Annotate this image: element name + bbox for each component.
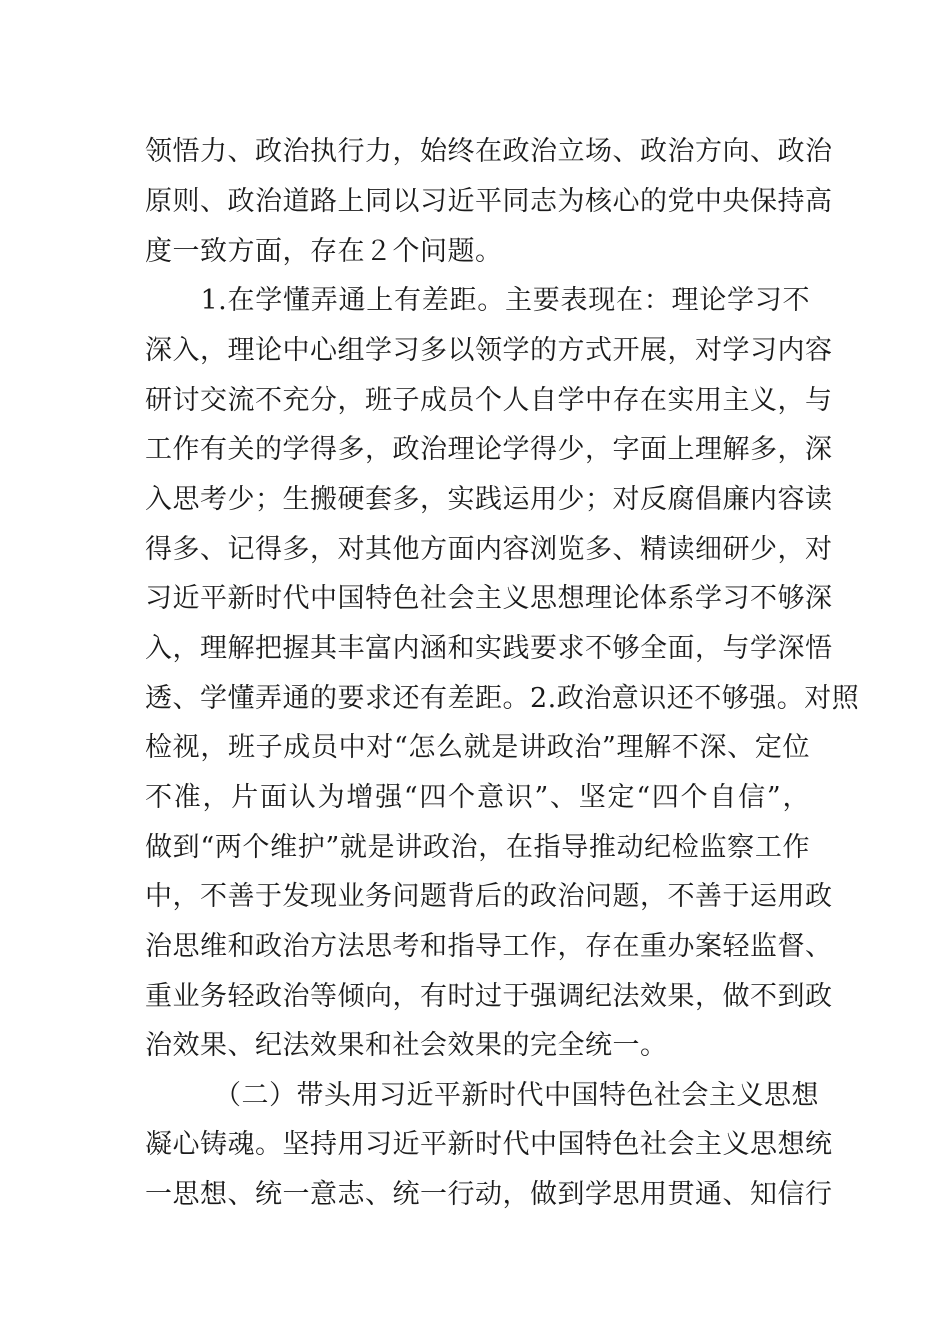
text-line: 领悟力、政治执行力，始终在政治立场、政治方向、政治 [145,136,833,167]
text-line: （二）带头用习近平新时代中国特色社会主义思想 [145,1080,819,1111]
text-line: 原则、政治道路上同以习近平同志为核心的党中央保持高 [145,186,833,217]
text-line: 一思想、统一意志、统一行动，做到学思用贯通、知信行 [145,1179,833,1210]
text-line: 重业务轻政治等倾向，有时过于强调纪法效果，做不到政 [145,981,833,1012]
text-line: 入思考少；生搬硬套多，实践运用少；对反腐倡廉内容读 [145,484,833,515]
text-line: 习近平新时代中国特色社会主义思想理论体系学习不够深 [145,583,833,614]
text-line: 不准，片面认为增强“四个意识”、坚定“四个自信”， [145,782,810,813]
text-line: 得多、记得多，对其他方面内容浏览多、精读细研少，对 [145,534,833,565]
text-line: 治思维和政治方法思考和指导工作，存在重办案轻监督、 [145,931,833,962]
text-line: 工作有关的学得多，政治理论学得少，字面上理解多，深 [145,434,833,465]
text-line: 透、学懂弄通的要求还有差距。2.政治意识还不够强。对照 [145,683,860,714]
text-line: 研讨交流不充分，班子成员个人自学中存在实用主义，与 [145,385,833,416]
text-line: 1.在学懂弄通上有差距。主要表现在：理论学习不 [145,285,810,316]
text-line: 治效果、纪法效果和社会效果的完全统一。 [145,1030,668,1061]
text-line: 中，不善于发现业务问题背后的政治问题，不善于运用政 [145,881,833,912]
text-line: 检视，班子成员中对“怎么就是讲政治”理解不深、定位 [145,732,810,763]
text-line: 凝心铸魂。坚持用习近平新时代中国特色社会主义思想统 [145,1129,833,1160]
text-line: 做到“两个维护”就是讲政治，在指导推动纪检监察工作 [145,832,810,863]
text-line: 入，理解把握其丰富内涵和实践要求不够全面，与学深悟 [145,633,833,664]
text-line: 深入，理论中心组学习多以领学的方式开展，对学习内容 [145,335,833,366]
text-line: 度一致方面，存在２个问题。 [145,236,503,267]
